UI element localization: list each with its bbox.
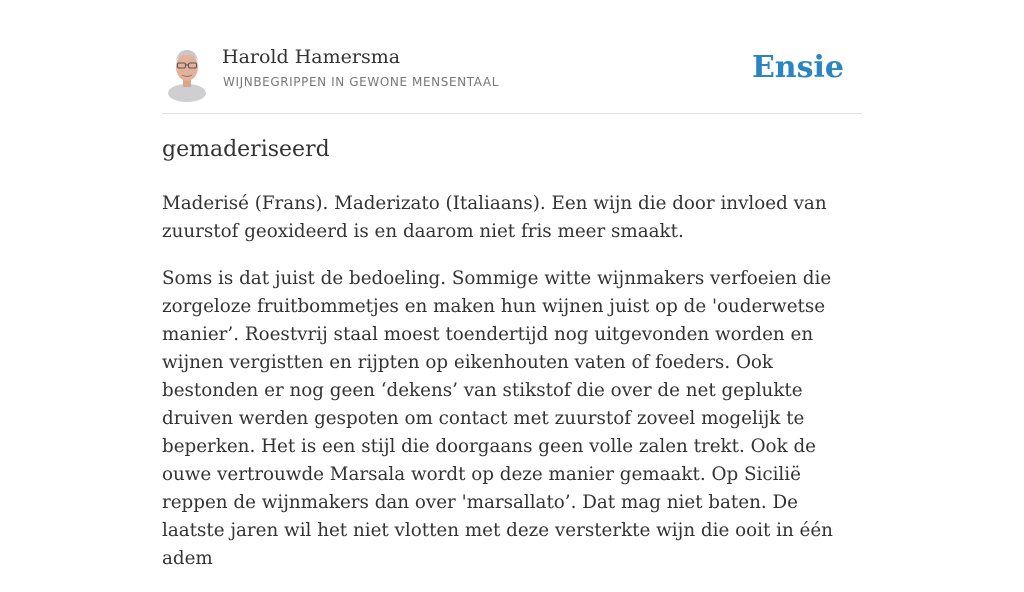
entry-paragraph: Soms is dat juist de bedoeling. Sommige witte wijnmakers verfoeien die zorgeloze fruitbommetjes en maken hun wijnen juist op de 'ouderwetse manier’. Roestvrij staal moest toendertijd nog uitgevonden worden en wijnen vergistten en rijpten op eikenhouten vaten of foeders. Ook bestonden er nog geen ‘dekens’ van stikstof die over de net geplukte druiven werden gespoten om contact met zuurstof zoveel mogelijk te beperken. Het is een stijl die doorgaans geen volle zalen trekt. Ook de ouwe vertrouwde Marsala wordt op deze manier gemaakt. Op Sicilië reppen de wijnmakers dan over 'marsallato’. Dat mag niet baten. De laatste jaren wil het niet vlotten met deze versterkte wijn die ooit in één adem [162,268,833,569]
entry-body [162,190,862,592]
entry-paragraph: Maderisé (Frans). Maderizato (Italiaans). Een wijn die door invloed van zuurstof geoxideerd is en daarom niet fris meer smaakt. [162,193,827,242]
entry-title: gemaderiseerd [162,137,330,162]
author-name[interactable]: Harold Hamersma [222,46,401,68]
author-tagline: WIJNBEGRIPPEN IN GEWONE MENSENTAAL [223,75,499,89]
author-avatar[interactable] [168,47,206,95]
page-container [162,0,862,569]
author-header [162,0,862,114]
ensie-logo[interactable]: Ensie [751,50,844,85]
